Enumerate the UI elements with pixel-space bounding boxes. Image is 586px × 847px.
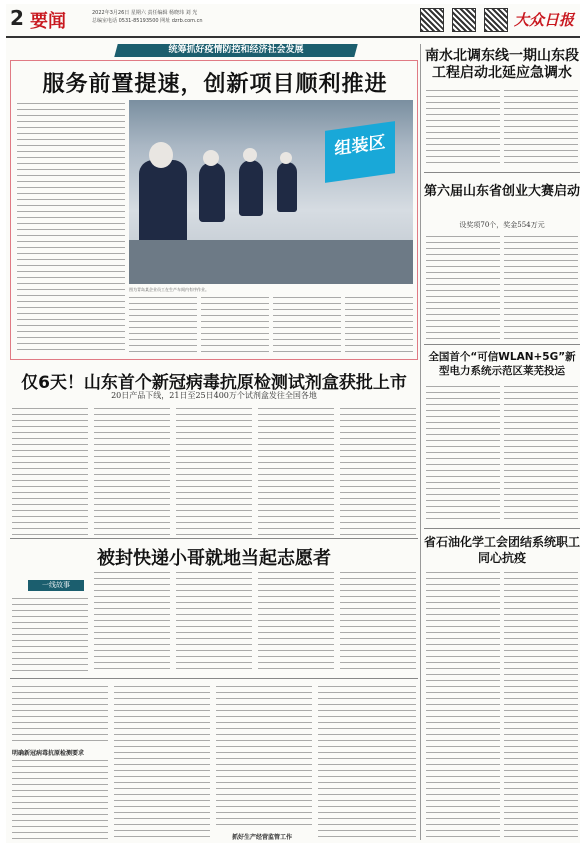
story2-body-col2 xyxy=(94,406,170,536)
lead-body-col1 xyxy=(17,101,125,351)
worker-head xyxy=(203,150,219,166)
bottom-left-headline[interactable]: 明确新冠病毒抗原检测要求 xyxy=(12,750,85,757)
right-story1-body-a xyxy=(426,88,500,168)
bottom-right-headline[interactable]: 抓好生产经营监管工作 xyxy=(232,834,293,841)
divider xyxy=(424,172,580,173)
assembly-sign xyxy=(325,121,395,183)
right-story4-body-a xyxy=(426,570,500,840)
story2-body-col1 xyxy=(12,406,88,536)
right-story3-headline[interactable]: 全国首个“可信WLAN+5G”新型电力系统示范区莱芜投运 xyxy=(428,351,576,377)
right-story2-body-b xyxy=(504,234,578,340)
topic-banner xyxy=(114,44,357,57)
divider xyxy=(10,538,418,539)
worker-head xyxy=(243,148,257,162)
masthead xyxy=(6,4,580,38)
bottom-body-col1b xyxy=(12,758,108,840)
story2-headline[interactable]: 仅6天！山东首个新冠病毒抗原检测试剂盒获批上市 xyxy=(21,373,407,393)
assembly-sign-text: 组装区 xyxy=(334,132,386,160)
story3-body-col2 xyxy=(94,570,170,674)
divider xyxy=(424,344,580,345)
story3-body-col5 xyxy=(340,570,416,674)
worker-figure xyxy=(239,160,263,216)
lead-photo[interactable] xyxy=(129,100,413,284)
qr-code-icon xyxy=(420,8,444,32)
story3-body-col4 xyxy=(258,570,334,674)
lead-headline[interactable]: 服务前置提速，创新项目顺利推进 xyxy=(42,72,388,97)
right-story1-body-b xyxy=(504,88,578,168)
story2-body-col3 xyxy=(176,406,252,536)
right-story2-body-a xyxy=(426,234,500,340)
bottom-body-col1 xyxy=(12,684,108,744)
lead-body-col3 xyxy=(201,295,269,355)
right-story2-subheadline: 设奖项70个，奖金554万元 xyxy=(459,221,545,229)
bottom-body-col4 xyxy=(318,684,416,840)
lead-body-col2 xyxy=(129,295,197,355)
story2-body-col5 xyxy=(340,406,416,536)
story2-body-col4 xyxy=(258,406,334,536)
masthead-info-line1: 2022年3月26日 星期六 责任编辑 杨晓玮 刘 光 xyxy=(92,10,198,16)
qr-code-icon xyxy=(484,8,508,32)
worker-head xyxy=(149,142,173,168)
right-story3-body-b xyxy=(504,384,578,524)
page-number: 2 xyxy=(10,6,24,30)
bottom-body-col2 xyxy=(114,684,210,840)
masthead-info xyxy=(92,9,203,25)
worker-head xyxy=(280,152,292,164)
section-name: 要闻 xyxy=(30,11,66,32)
workbench xyxy=(129,240,413,284)
right-story4-headline[interactable]: 省石油化学工会团结系统职工同心抗疫 xyxy=(424,535,581,565)
lead-story xyxy=(10,60,418,360)
lead-body-col5 xyxy=(345,295,413,355)
story3-body-col1 xyxy=(12,596,88,674)
qr-code-icon xyxy=(452,8,476,32)
newspaper-page xyxy=(6,4,580,843)
column-divider xyxy=(420,44,421,840)
masthead-info-line2: 总编室电话 0531-85193500 网址 dzrb.com.cn xyxy=(92,18,203,24)
story2-subheadline: 20日产品下线，21日至25日400万个试剂盒发往全国各地 xyxy=(111,391,317,400)
topic-banner-text: 统筹抓好疫情防控和经济社会发展 xyxy=(168,45,304,55)
story3-headline[interactable]: 被封快递小哥就地当起志愿者 xyxy=(97,548,331,569)
photo-caption: 图为青岛某企业员工在生产车间内有序作业。 xyxy=(129,287,209,292)
worker-figure xyxy=(199,162,225,222)
right-story4-body-b xyxy=(504,570,578,840)
right-story1-headline[interactable]: 南水北调东线一期山东段工程启动北延应急调水 xyxy=(425,48,579,81)
worker-figure xyxy=(277,162,297,212)
right-story3-body-a xyxy=(426,384,500,524)
divider xyxy=(10,678,418,679)
divider xyxy=(424,528,580,529)
frontline-tag: 一线故事 xyxy=(28,580,84,591)
right-story2-headline[interactable]: 第六届山东省创业大赛启动 xyxy=(424,184,581,199)
lead-body-col4 xyxy=(273,295,341,355)
paper-logo: 大众日报 xyxy=(514,11,575,29)
worker-figure xyxy=(139,160,187,250)
bottom-body-col3 xyxy=(216,684,312,830)
story3-body-col3 xyxy=(176,570,252,674)
